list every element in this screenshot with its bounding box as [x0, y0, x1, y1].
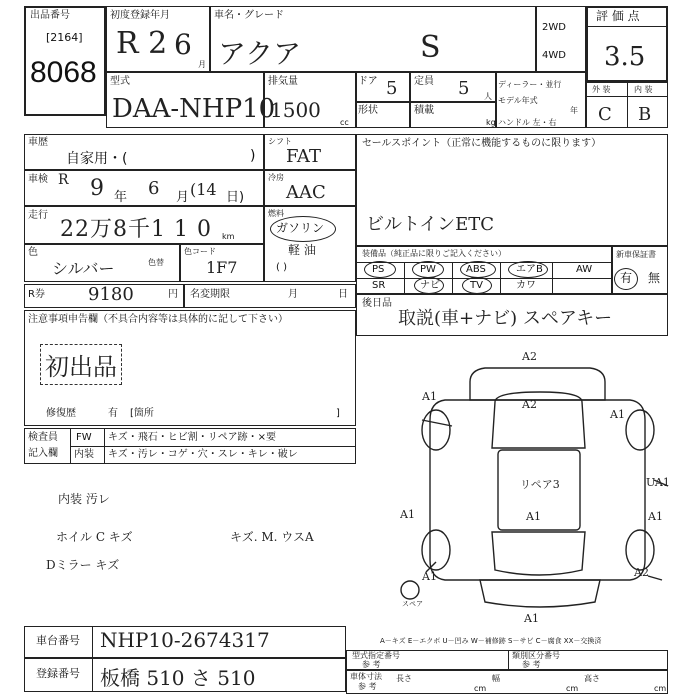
- first-reg-value: R 2: [116, 26, 168, 61]
- equip-navi: ナビ: [420, 280, 440, 291]
- mark-a2-rr: A2: [634, 566, 649, 579]
- drive-2wd: 2WD: [542, 22, 566, 33]
- handle-label: ハンドル 左・右: [498, 118, 557, 127]
- mark-a1-roof: A1: [526, 510, 541, 523]
- inspector-interior: 内装: [74, 449, 94, 460]
- history-box: [24, 134, 264, 170]
- repair-value: 有: [108, 408, 118, 419]
- inspection-era: R: [58, 172, 69, 188]
- equip-tv: TV: [470, 280, 483, 291]
- lot-sub: [2164]: [46, 31, 83, 44]
- mark-a1-fr: A1: [610, 408, 625, 421]
- model-year-label: モデル年式: [498, 96, 538, 105]
- sales-point-label: セールスポイント（正常に機能するものに限ります）: [362, 138, 602, 149]
- mark-ua1-right: UA1: [646, 476, 670, 489]
- score-value: 3.5: [604, 42, 646, 72]
- displacement-value: 1500: [270, 98, 321, 122]
- color-code: 1F7: [206, 258, 238, 277]
- yen-unit: 円: [168, 289, 178, 300]
- inspection-day: (14: [190, 180, 217, 199]
- repair-bracket: [箇所: [130, 408, 154, 419]
- inspector-label-2: 記入欄: [28, 448, 58, 459]
- warranty-label: 新車保証書: [616, 250, 656, 259]
- lot-number: 8068: [30, 56, 97, 89]
- displacement-label: 排気量: [268, 76, 298, 87]
- dimension-label: 車体寸法: [350, 672, 382, 681]
- car-grade: S: [420, 30, 441, 65]
- notes-label: 注意事項申告欄（不具合内容等は具体的に記して下さい）: [28, 314, 288, 325]
- shift-label: シフト: [268, 137, 292, 146]
- first-reg-label: 初度登録年月: [110, 10, 170, 21]
- designated-ref: 参 考: [362, 660, 381, 669]
- mark-a1-right: A1: [648, 510, 663, 523]
- lot-label: 出品番号: [30, 10, 70, 21]
- doors-label: ドア: [358, 76, 378, 87]
- lease-label: 名変期限: [190, 289, 230, 300]
- recycle-label: R券: [28, 289, 45, 300]
- color-change-label: 色替: [148, 258, 164, 267]
- diagram-wheel-rl: [422, 530, 450, 570]
- capacity-value: 5: [458, 78, 470, 99]
- inspection-day-unit: 日): [226, 190, 245, 205]
- repair-close: ]: [336, 408, 340, 419]
- equip-aw: AW: [576, 264, 593, 275]
- warranty-yes: 有: [620, 271, 633, 285]
- handnote-2: ホイル C キズ: [56, 530, 133, 544]
- capacity-label: 定員: [414, 76, 434, 87]
- spare-label: スペア: [402, 600, 423, 608]
- ac-label: 冷房: [268, 173, 284, 182]
- diagram-rear: [492, 532, 585, 575]
- designated-label: 型式指定番号: [352, 651, 400, 660]
- height-cm: cm: [654, 684, 667, 693]
- model-value: DAA-NHP10: [112, 94, 276, 124]
- equip-pw: PW: [420, 264, 436, 275]
- load-label: 積載: [414, 105, 434, 116]
- shape-label: 形状: [358, 105, 378, 116]
- dimension-box: [346, 670, 668, 694]
- equip-airbag: エアB: [516, 264, 543, 275]
- handnote-1: 内装 汚レ: [58, 492, 110, 506]
- history-label: 車歴: [28, 137, 48, 148]
- equip-ps: PS: [372, 264, 385, 275]
- lease-month: 月: [288, 289, 298, 300]
- car-name: アクア: [218, 37, 302, 70]
- circle-tv: [462, 277, 492, 294]
- inspection-year-unit: 年: [114, 190, 128, 205]
- history-value: 自家用・(: [66, 151, 128, 167]
- car-name-label: 車名・グレード: [214, 10, 284, 21]
- interior-score: B: [638, 104, 652, 125]
- drive-box: [536, 6, 586, 72]
- length-label: 長さ: [396, 674, 412, 683]
- diagram-wheel-fl: [422, 410, 450, 450]
- circle-navi: [414, 277, 444, 294]
- inspection-label: 車検: [28, 174, 48, 185]
- accessories-label: 後日品: [362, 298, 392, 309]
- width-cm: cm: [566, 684, 579, 693]
- equip-abs: ABS: [466, 264, 486, 275]
- drive-4wd: 4WD: [542, 50, 566, 61]
- repair-label: 修復歴: [46, 408, 76, 419]
- model-label: 型式: [110, 76, 130, 87]
- plate-label: 登録番号: [36, 667, 80, 680]
- lease-day: 日: [338, 289, 348, 300]
- month-unit: 月: [198, 60, 206, 69]
- mark-a1-fl: A1: [422, 390, 437, 403]
- history-close: ): [250, 148, 256, 164]
- category-ref: 参 考: [522, 660, 541, 669]
- circle-airbag: [508, 261, 548, 278]
- car-diagram: [400, 340, 680, 630]
- color-label: 色: [28, 247, 38, 258]
- circle-warranty-yes: [614, 268, 638, 290]
- person-unit: 人: [484, 92, 492, 101]
- inspector-fw: FW: [76, 432, 92, 443]
- score-label: 評 価 点: [596, 9, 640, 23]
- kg-unit: kg: [486, 118, 496, 127]
- mark-a1-rear: A1: [524, 612, 539, 625]
- inspection-month-unit: 月: [176, 190, 190, 205]
- category-label: 類別区分番号: [512, 651, 560, 660]
- mark-repair: リペア3: [520, 478, 560, 491]
- color-code-label: 色コード: [184, 247, 216, 256]
- circle-pw: [412, 261, 444, 278]
- diagram-rear-bumper: [480, 580, 600, 607]
- diagram-front-outline: [470, 368, 605, 400]
- dimension-ref: 参 考: [358, 682, 377, 691]
- plate-value: 板橋 510 さ 510: [100, 666, 256, 690]
- mileage-label: 走行: [28, 210, 48, 221]
- equip-sr: SR: [372, 280, 386, 291]
- mark-a1-rl: A1: [422, 570, 437, 583]
- mark-a2-hood: A2: [522, 398, 537, 411]
- notes-stamp: 初出品: [40, 344, 122, 385]
- fuel-gas: ガソリン: [276, 221, 325, 235]
- fuel-label: 燃料: [268, 209, 284, 218]
- exterior-label: 外 装: [592, 85, 611, 94]
- ac-value: AAC: [286, 182, 326, 203]
- inspection-month: 6: [148, 178, 160, 199]
- fuel-paren: ( ): [276, 262, 287, 273]
- sales-point-value: ビルトインETC: [366, 214, 495, 235]
- inspector-fw-items: キズ・飛石・ヒビ割・リペア跡・×要: [108, 432, 276, 443]
- dealer-label: ディーラー・並行: [498, 80, 562, 89]
- equip-leather: カワ: [516, 280, 536, 291]
- accessories-value: 取説(車+ナビ) スペアキー: [398, 308, 613, 329]
- exterior-score: C: [598, 104, 612, 125]
- first-reg-month: 6: [174, 28, 192, 61]
- chassis-label: 車台番号: [36, 634, 80, 647]
- inspector-label-1: 検査員: [28, 432, 58, 443]
- inspection-year: 9: [90, 176, 104, 201]
- length-cm: cm: [474, 684, 487, 693]
- height-label: 高さ: [584, 674, 600, 683]
- diagram-spare: [401, 581, 419, 599]
- fuel-diesel: 軽 油: [288, 243, 316, 257]
- warranty-no: 無: [648, 271, 661, 285]
- damage-legend: A－キズ E－エクボ U－凹み W－補修跡 S－サビ C－腐食 XX－交換済: [380, 637, 602, 645]
- year-unit: 年: [570, 106, 578, 115]
- circle-ps: [364, 261, 396, 278]
- mark-a1-left: A1: [400, 508, 415, 521]
- circle-abs: [460, 261, 496, 278]
- doors-value: 5: [386, 78, 398, 99]
- cc-unit: cc: [340, 118, 349, 127]
- recycle-value: 9180: [88, 284, 134, 305]
- width-label: 幅: [492, 674, 500, 683]
- interior-label: 内 装: [634, 85, 653, 94]
- shift-value: FAT: [286, 146, 321, 167]
- handnote-right: キズ. M. ウスA: [230, 530, 314, 544]
- fuel-gas-circle: [270, 216, 336, 242]
- handnote-3: Dミラー キズ: [46, 558, 120, 572]
- equipment-label: 装備品（純正品に限りご記入ください）: [362, 249, 506, 258]
- km-unit: km: [222, 232, 235, 241]
- diagram-wheel-rr: [626, 530, 654, 570]
- inspector-interior-items: キズ・汚レ・コゲ・穴・スレ・キレ・破レ: [108, 449, 298, 460]
- chassis-value: NHP10-2674317: [100, 628, 270, 652]
- mileage-value: 22万8千1 1 0: [60, 217, 212, 242]
- diagram-wheel-fr: [626, 410, 654, 450]
- color-value: シルバー: [52, 259, 115, 278]
- mark-a2-top: A2: [522, 350, 537, 363]
